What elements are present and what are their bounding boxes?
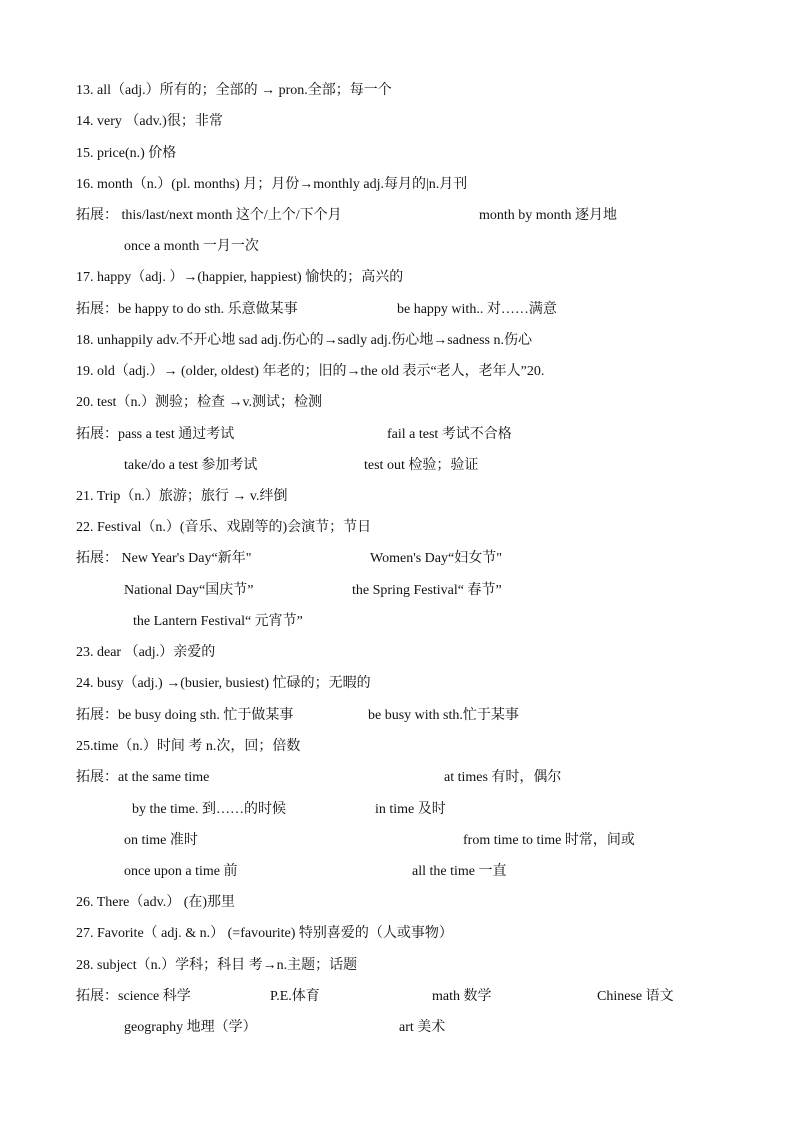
- extension-16: 拓展： this/last/next month 这个/上个/下个月: [76, 208, 342, 223]
- extension-22-col2: Women's Day“妇女节": [370, 551, 502, 566]
- extension-20-line2: take/do a test 参加考试: [124, 458, 258, 473]
- extension-17-col2: be happy with.. 对……满意: [397, 302, 557, 317]
- extension-25-line2-col2: in time 及时: [375, 802, 446, 817]
- entry-13: 13. all（adj.）所有的；全部的 → pron.全部；每一个: [76, 83, 392, 98]
- extension-20-col2: fail a test 考试不合格: [387, 427, 512, 442]
- entry-18: 18. unhappily adv.不开心地 sad adj.伤心的→sadly adj.伤心地→sadness n.伤心: [76, 333, 532, 348]
- entry-24: 24. busy（adj.) →(busier, busiest) 忙碌的；无暇的: [76, 676, 371, 691]
- entry-19: 19. old（adj.）→ (older, oldest) 年老的；旧的→the old 表示“老人，老年人”20.: [76, 364, 545, 379]
- entry-14: 14. very （adv.)很；非常: [76, 114, 223, 129]
- entry-21: 21. Trip（n.）旅游；旅行 → v.绊倒: [76, 489, 288, 504]
- extension-28-line2: geography 地理（学）: [124, 1020, 257, 1035]
- extension-25-line4: once upon a time 前: [124, 864, 238, 879]
- extension-22-line2-col2: the Spring Festival“ 春节”: [352, 583, 502, 598]
- extension-28: 拓展：science 科学: [76, 989, 191, 1004]
- extension-16-line2: once a month 一月一次: [124, 239, 259, 254]
- extension-25-line3-col2: from time to time 时常，间或: [463, 833, 635, 848]
- extension-17: 拓展：be happy to do sth. 乐意做某事: [76, 302, 298, 317]
- entry-25: 25.time（n.）时间 考 n.次，回；倍数: [76, 739, 301, 754]
- extension-28-line2-col2: art 美术: [399, 1020, 446, 1035]
- extension-20-line2-col2: test out 检验；验证: [364, 458, 479, 473]
- entry-15: 15. price(n.) 价格: [76, 146, 177, 161]
- extension-20: 拓展：pass a test 通过考试: [76, 427, 235, 442]
- entry-28: 28. subject（n.）学科；科目 考→n.主题；话题: [76, 958, 358, 973]
- extension-25-line4-col2: all the time 一直: [412, 864, 507, 879]
- extension-28-col2: P.E.体育: [270, 989, 320, 1004]
- extension-25: 拓展：at the same time: [76, 770, 210, 785]
- extension-28-col4: Chinese 语文: [597, 989, 674, 1004]
- entry-26: 26. There（adv.） (在)那里: [76, 895, 236, 910]
- extension-25-col2: at times 有时，偶尔: [444, 770, 562, 785]
- extension-25-line3: on time 准时: [124, 833, 198, 848]
- entry-27: 27. Favorite（ adj. & n.） (=favourite) 特别喜爱的（人或事物）: [76, 926, 453, 941]
- extension-22-line3: the Lantern Festival“ 元宵节”: [133, 614, 303, 629]
- extension-22: 拓展： New Year's Day“新年": [76, 551, 252, 566]
- extension-22-line2: National Day“国庆节”: [124, 583, 254, 598]
- entry-23: 23. dear （adj.）亲爱的: [76, 645, 216, 660]
- extension-25-line2: by the time. 到……的时候: [132, 802, 286, 817]
- entry-22: 22. Festival（n.）(音乐、戏剧等的)会演节；节日: [76, 520, 372, 535]
- entry-16: 16. month（n.）(pl. months) 月；月份→monthly adj.每月的|n.月刊: [76, 177, 468, 192]
- extension-24: 拓展：be busy doing sth. 忙于做某事: [76, 708, 294, 723]
- entry-17: 17. happy（adj. ）→(happier, happiest) 愉快的；高兴的: [76, 270, 404, 285]
- extension-28-col3: math 数学: [432, 989, 492, 1004]
- entry-20: 20. test（n.）测验；检查 →v.测试；检测: [76, 395, 323, 410]
- extension-16-col2: month by month 逐月地: [479, 208, 618, 223]
- extension-24-col2: be busy with sth.忙于某事: [368, 708, 519, 723]
